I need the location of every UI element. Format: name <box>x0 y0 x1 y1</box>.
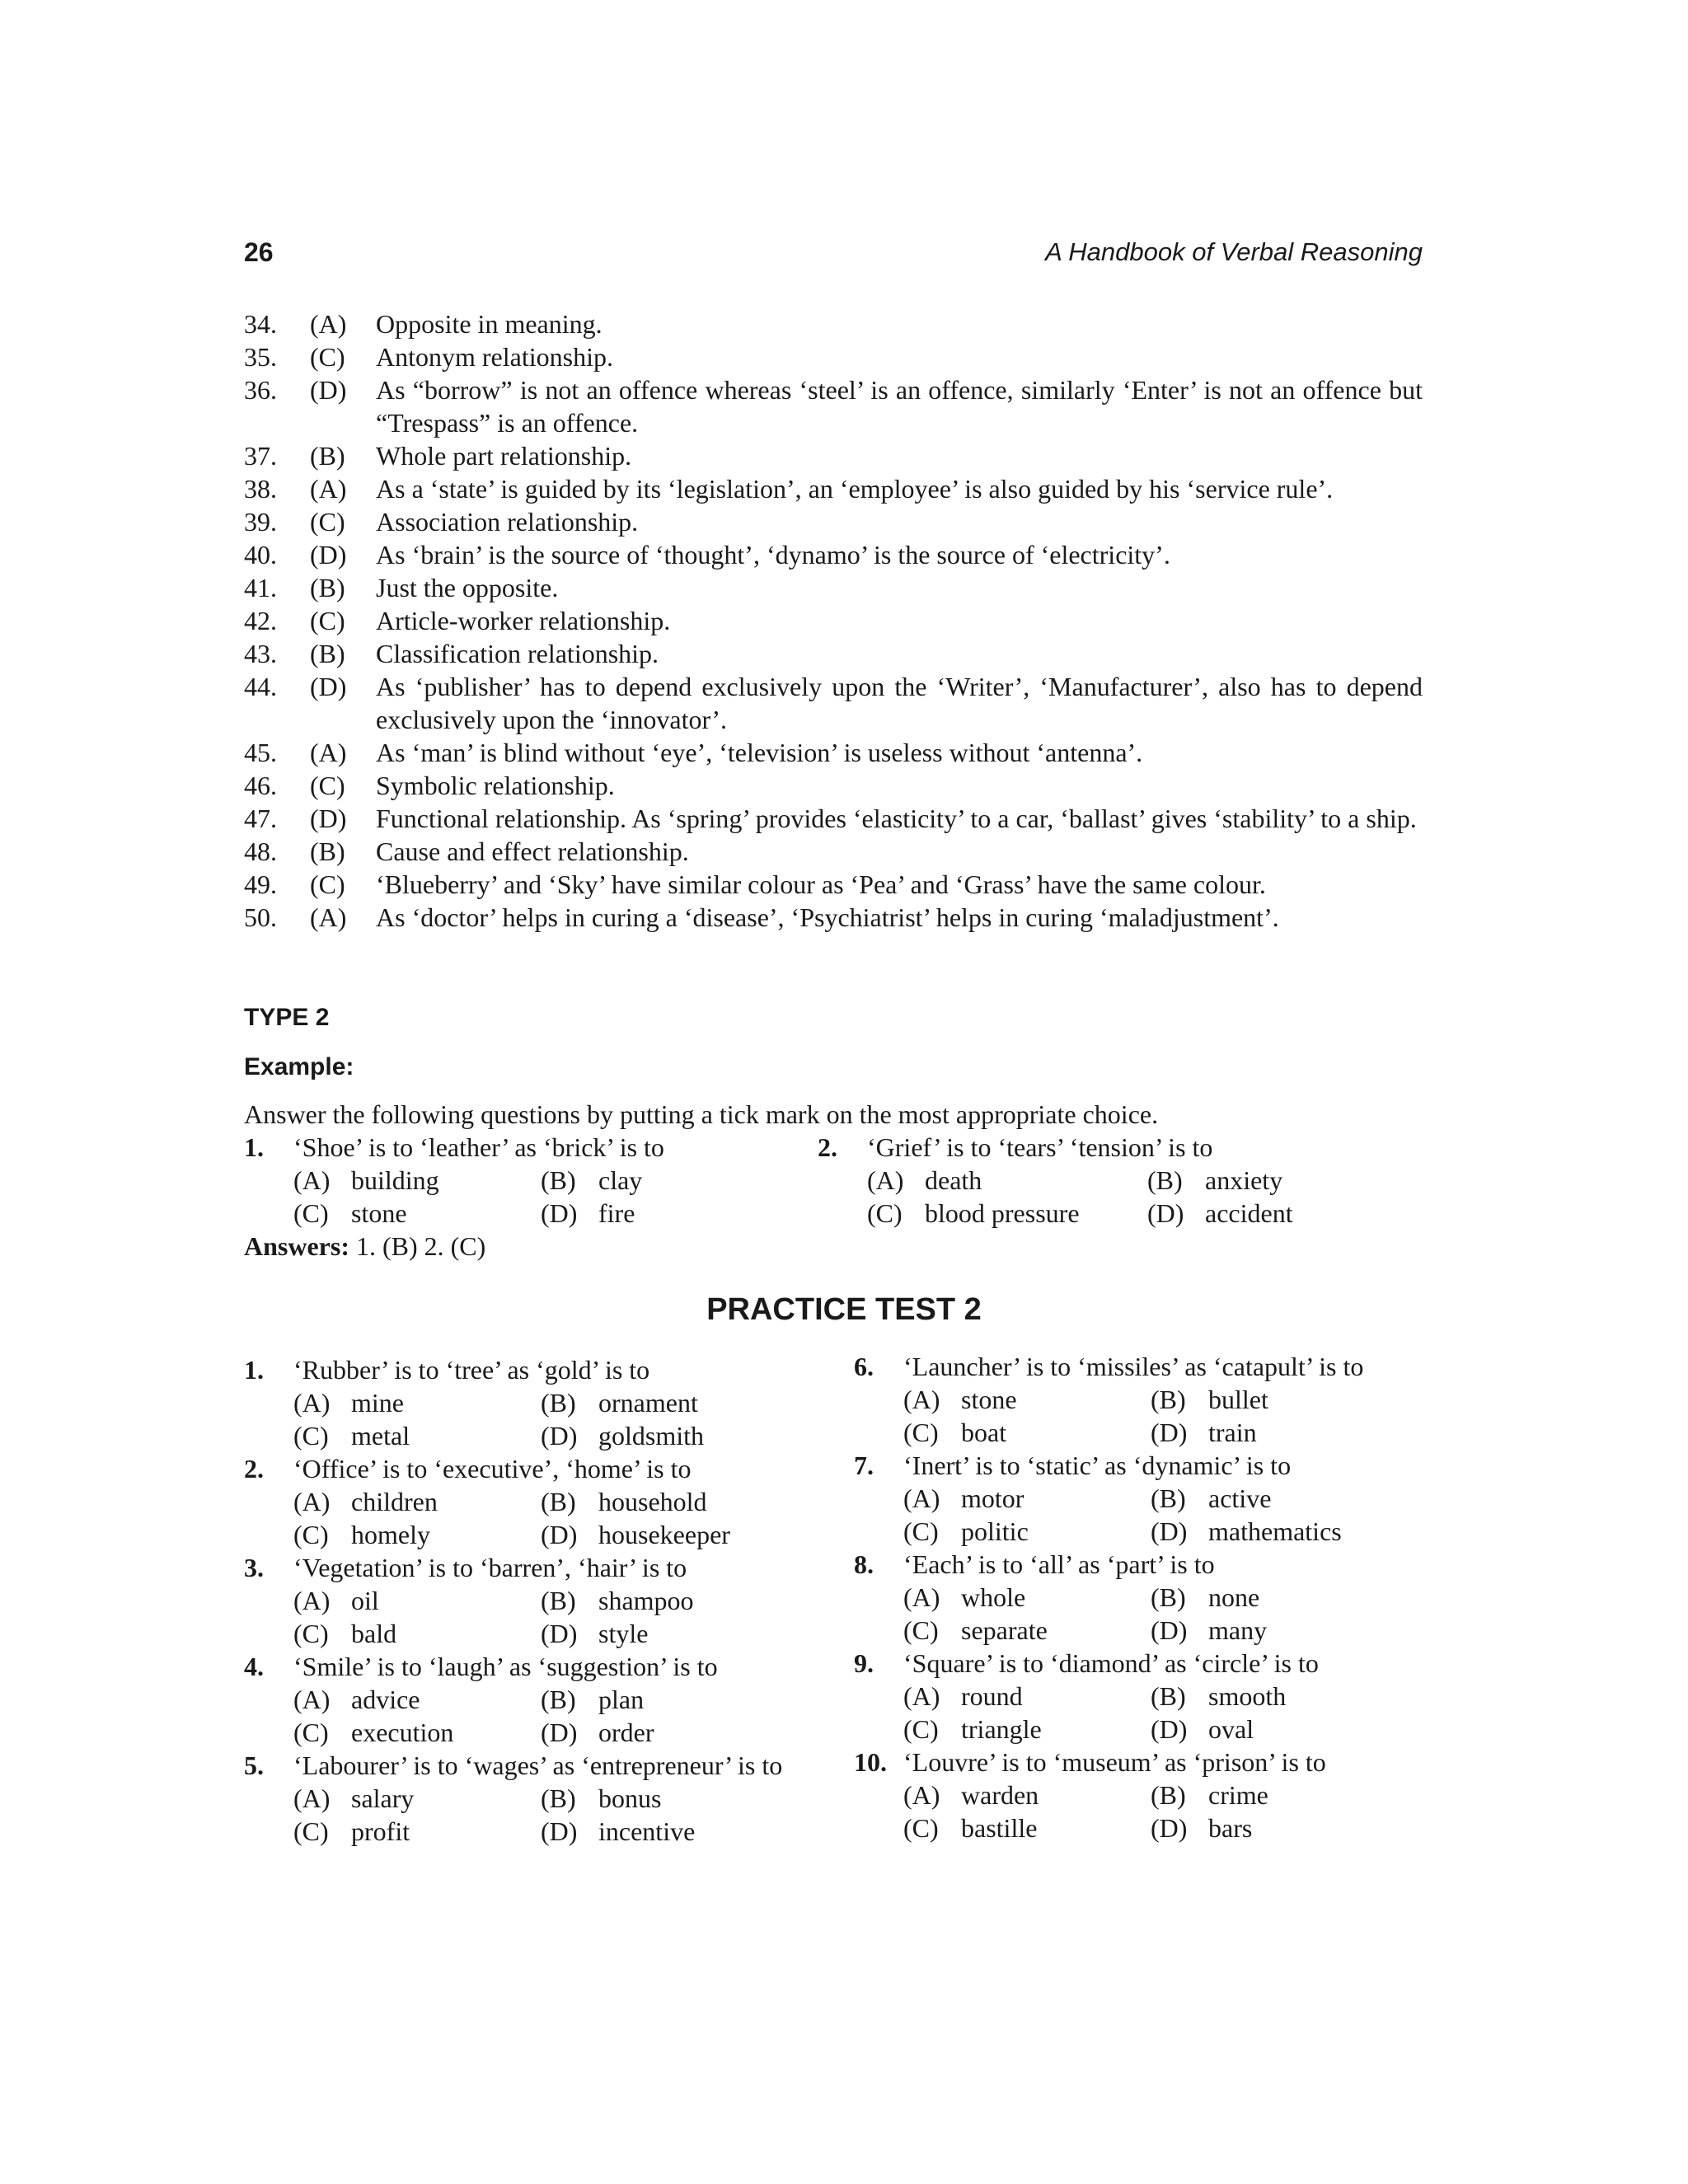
option-letter: (B) <box>1151 1780 1186 1810</box>
answer-explanation: Opposite in meaning. <box>376 309 603 339</box>
option-letter: (B) <box>1147 1165 1183 1195</box>
question-number: 9. <box>854 1648 874 1678</box>
question-options <box>293 1584 804 1650</box>
answer-item <box>244 571 1423 604</box>
option-text: oil <box>351 1586 379 1615</box>
practice-question <box>244 1650 804 1749</box>
answer-item <box>244 769 1423 802</box>
answer-option[interactable] <box>903 1383 1151 1416</box>
option-letter: (B) <box>541 1165 576 1195</box>
answer-item <box>244 637 1423 670</box>
answer-letter: (B) <box>310 573 345 602</box>
option-letter: (A) <box>293 1388 331 1418</box>
answer-number: 47. <box>244 804 277 833</box>
answer-option[interactable] <box>541 1716 804 1749</box>
question-number: 7. <box>854 1451 874 1480</box>
option-text: ornament <box>598 1388 698 1418</box>
option-letter: (B) <box>1151 1582 1186 1612</box>
answer-option[interactable] <box>903 1779 1151 1811</box>
answer-explanation: Article-worker relationship. <box>376 606 671 635</box>
answer-item <box>244 901 1423 934</box>
question-text: ‘Rubber’ is to ‘tree’ as ‘gold’ is to <box>293 1355 650 1385</box>
answer-explanation: Association relationship. <box>376 507 639 537</box>
answer-option[interactable] <box>293 1716 541 1749</box>
answer-explanation: Symbolic relationship. <box>376 771 615 800</box>
answer-option[interactable] <box>1151 1811 1414 1844</box>
answer-number: 34. <box>244 309 277 339</box>
answer-number: 37. <box>244 441 277 471</box>
answer-item <box>244 868 1423 901</box>
answer-option[interactable] <box>293 1815 541 1848</box>
answer-option[interactable] <box>541 1197 788 1230</box>
answer-explanation: Whole part relationship. <box>376 441 632 471</box>
option-letter: (C) <box>903 1516 939 1546</box>
option-text: train <box>1208 1418 1257 1447</box>
example-instruction: Answer the following questions by putting a tick mark on the most appropriate choice. <box>244 1099 1159 1129</box>
option-letter: (A) <box>293 1165 331 1195</box>
answer-item <box>244 472 1423 505</box>
question-number: 1. <box>244 1132 264 1162</box>
option-letter: (C) <box>293 1198 329 1228</box>
answer-item <box>244 835 1423 868</box>
option-letter: (D) <box>541 1520 578 1549</box>
option-letter: (C) <box>293 1421 329 1451</box>
example-question-1 <box>244 1131 788 1230</box>
option-text: many <box>1208 1615 1268 1645</box>
answer-item <box>244 538 1423 571</box>
option-letter: (C) <box>903 1418 939 1447</box>
option-letter: (B) <box>541 1783 576 1813</box>
answer-option[interactable] <box>903 1515 1151 1548</box>
option-text: execution <box>351 1718 454 1747</box>
question-options <box>293 1683 804 1749</box>
answer-option[interactable] <box>541 1518 804 1551</box>
answer-option[interactable] <box>1151 1779 1414 1811</box>
book-title: A Handbook of Verbal Reasoning <box>1045 237 1423 266</box>
question-number: 8. <box>854 1549 874 1579</box>
answers-label: Answers: <box>244 1231 349 1261</box>
option-letter: (C) <box>867 1198 903 1228</box>
option-text: metal <box>351 1421 410 1451</box>
answer-letter: (D) <box>310 375 347 405</box>
question-text: ‘Square’ is to ‘diamond’ as ‘circle’ is to <box>903 1648 1319 1678</box>
practice-question <box>854 1548 1414 1647</box>
answer-option[interactable] <box>867 1197 1147 1230</box>
option-text: round <box>961 1681 1023 1711</box>
answer-number: 40. <box>244 540 277 569</box>
answer-explanation: Just the opposite. <box>376 573 559 602</box>
answer-item <box>244 505 1423 538</box>
practice-question <box>854 1449 1414 1548</box>
practice-test-left-column <box>244 1353 804 1848</box>
option-letter: (C) <box>293 1619 329 1648</box>
answer-explanation: As “borrow” is not an offence whereas ‘steel’ is an offence, similarly ‘Enter’ is not an offence but “Trespass” is an offence. <box>376 375 1423 438</box>
option-letter: (C) <box>903 1813 939 1843</box>
option-letter: (C) <box>293 1816 329 1846</box>
answer-explanation: As ‘brain’ is the source of ‘thought’, ‘dynamo’ is the source of ‘electricity’. <box>376 540 1170 569</box>
answer-option[interactable] <box>293 1617 541 1650</box>
question-text: ‘Shoe’ is to ‘leather’ as ‘brick’ is to <box>293 1132 664 1162</box>
practice-question <box>244 1749 804 1848</box>
option-letter: (A) <box>903 1780 940 1810</box>
option-letter: (D) <box>541 1619 578 1648</box>
answer-item <box>244 802 1423 835</box>
option-text: plan <box>598 1685 645 1714</box>
question-number: 3. <box>244 1553 264 1582</box>
answer-letter: (A) <box>310 902 347 932</box>
answer-explanation: Cause and effect relationship. <box>376 837 689 866</box>
practice-question <box>244 1353 804 1452</box>
answer-number: 45. <box>244 738 277 767</box>
question-text: ‘Grief’ is to ‘tears’ ‘tension’ is to <box>867 1132 1213 1162</box>
option-text: triangle <box>961 1714 1042 1744</box>
answer-letter: (A) <box>310 474 347 504</box>
answer-explanation: Functional relationship. As ‘spring’ provides ‘elasticity’ to a car, ‘ballast’ gives ‘stability’ to a ship. <box>376 804 1417 833</box>
answer-number: 49. <box>244 869 277 899</box>
answer-option[interactable] <box>293 1782 541 1815</box>
answer-option[interactable] <box>1151 1713 1414 1746</box>
answer-option[interactable] <box>1151 1614 1414 1647</box>
answer-explanation: As ‘man’ is blind without ‘eye’, ‘television’ is useless without ‘antenna’. <box>376 738 1143 767</box>
practice-question <box>854 1647 1414 1746</box>
option-letter: (B) <box>1151 1681 1186 1711</box>
option-letter: (D) <box>1147 1198 1184 1228</box>
answer-number: 48. <box>244 837 277 866</box>
answer-explanation: As ‘publisher’ has to depend exclusively upon the ‘Writer’, ‘Manufacturer’, also has to depend exclusively upon the ‘innovator’. <box>376 672 1423 734</box>
answer-item <box>244 439 1423 472</box>
option-text: smooth <box>1208 1681 1287 1711</box>
option-letter: (D) <box>541 1421 578 1451</box>
option-letter: (B) <box>1151 1385 1186 1414</box>
answer-explanation: As ‘doctor’ helps in curing a ‘disease’, ‘Psychiatrist’ helps in curing ‘maladjustment’. <box>376 902 1279 932</box>
answer-option[interactable] <box>293 1419 541 1452</box>
question-text: ‘Vegetation’ is to ‘barren’, ‘hair’ is to <box>293 1553 687 1582</box>
option-letter: (D) <box>1151 1714 1188 1744</box>
option-letter: (A) <box>293 1487 331 1516</box>
option-text: separate <box>961 1615 1048 1645</box>
answer-option[interactable] <box>903 1581 1151 1614</box>
answer-explanation: Antonym relationship. <box>376 342 613 372</box>
answer-item <box>244 604 1423 637</box>
answer-option[interactable] <box>293 1584 541 1617</box>
answer-option[interactable] <box>541 1386 804 1419</box>
answer-option[interactable] <box>541 1782 804 1815</box>
answer-letter: (D) <box>310 672 347 701</box>
answer-option[interactable] <box>293 1386 541 1419</box>
question-options <box>903 1482 1414 1548</box>
option-letter: (D) <box>1151 1516 1188 1546</box>
option-text: blood pressure <box>925 1198 1080 1228</box>
question-options <box>293 1164 788 1230</box>
option-text: stone <box>961 1385 1017 1414</box>
option-text: advice <box>351 1685 420 1714</box>
question-text: ‘Launcher’ is to ‘missiles’ as ‘catapult’ is to <box>903 1352 1364 1381</box>
option-text: none <box>1208 1582 1260 1612</box>
answer-letter: (A) <box>310 309 347 339</box>
answer-letter: (C) <box>310 342 345 372</box>
option-text: bullet <box>1208 1385 1268 1414</box>
answer-number: 50. <box>244 902 277 932</box>
option-text: profit <box>351 1816 410 1846</box>
option-text: mathematics <box>1208 1516 1342 1546</box>
question-number: 5. <box>244 1750 264 1780</box>
practice-question <box>854 1350 1414 1449</box>
answer-number: 43. <box>244 639 277 668</box>
answer-option[interactable] <box>293 1485 541 1518</box>
option-letter: (B) <box>541 1487 576 1516</box>
question-text: ‘Inert’ is to ‘static’ as ‘dynamic’ is to <box>903 1451 1292 1480</box>
option-text: politic <box>961 1516 1029 1546</box>
option-letter: (A) <box>293 1685 331 1714</box>
answer-explanation: Classification relationship. <box>376 639 659 668</box>
option-text: bars <box>1208 1813 1253 1843</box>
option-text: salary <box>351 1783 415 1813</box>
option-text: whole <box>961 1582 1026 1612</box>
answer-option[interactable] <box>1147 1197 1428 1230</box>
option-text: fire <box>598 1198 635 1228</box>
question-options <box>867 1164 1428 1230</box>
answer-number: 44. <box>244 672 277 701</box>
answer-explanation: ‘Blueberry’ and ‘Sky’ have similar colour as ‘Pea’ and ‘Grass’ have the same colour. <box>376 869 1266 899</box>
answer-option[interactable] <box>1151 1581 1414 1614</box>
answer-item <box>244 670 1423 736</box>
answer-letter: (B) <box>310 837 345 866</box>
answer-option[interactable] <box>541 1584 804 1617</box>
question-text: ‘Louvre’ is to ‘museum’ as ‘prison’ is to <box>903 1747 1326 1777</box>
option-text: incentive <box>598 1816 696 1846</box>
option-letter: (A) <box>867 1165 904 1195</box>
answer-item <box>244 307 1423 340</box>
option-text: bald <box>351 1619 397 1648</box>
answer-letter: (C) <box>310 771 345 800</box>
option-text: order <box>598 1718 654 1747</box>
example-question-2 <box>818 1131 1428 1230</box>
answer-option[interactable] <box>1151 1416 1414 1449</box>
question-text: ‘Labourer’ is to ‘wages’ as ‘entrepreneur’ is to <box>293 1750 783 1780</box>
question-number: 1. <box>244 1355 264 1385</box>
question-number: 10. <box>854 1747 887 1777</box>
type-heading: TYPE 2 <box>244 1004 330 1031</box>
page-number: 26 <box>244 237 274 267</box>
answer-explanations <box>244 307 1423 934</box>
option-text: style <box>598 1619 649 1648</box>
option-text: mine <box>351 1388 404 1418</box>
page-header <box>244 237 1423 279</box>
answer-letter: (C) <box>310 507 345 537</box>
option-text: shampoo <box>598 1586 694 1615</box>
answer-number: 39. <box>244 507 277 537</box>
answer-option[interactable] <box>541 1485 804 1518</box>
option-text: housekeeper <box>598 1520 730 1549</box>
answer-number: 35. <box>244 342 277 372</box>
answer-option[interactable] <box>867 1164 1147 1197</box>
answer-letter: (B) <box>310 441 345 471</box>
option-text: bonus <box>598 1783 662 1813</box>
option-letter: (D) <box>1151 1813 1188 1843</box>
answer-option[interactable] <box>903 1680 1151 1713</box>
option-text: death <box>925 1165 982 1195</box>
answer-number: 46. <box>244 771 277 800</box>
answer-item <box>244 736 1423 769</box>
option-text: building <box>351 1165 439 1195</box>
question-text: ‘Office’ is to ‘executive’, ‘home’ is to <box>293 1454 692 1483</box>
option-text: accident <box>1205 1198 1293 1228</box>
question-number: 2. <box>244 1454 264 1483</box>
answer-number: 41. <box>244 573 277 602</box>
answer-option[interactable] <box>1151 1482 1414 1515</box>
question-options <box>293 1386 804 1452</box>
question-options <box>903 1680 1414 1746</box>
answer-option[interactable] <box>903 1482 1151 1515</box>
practice-question <box>244 1551 804 1650</box>
option-letter: (C) <box>903 1615 939 1645</box>
option-letter: (D) <box>541 1198 578 1228</box>
answer-option[interactable] <box>1151 1515 1414 1548</box>
question-options <box>293 1485 804 1551</box>
answer-number: 38. <box>244 474 277 504</box>
question-options <box>903 1779 1414 1844</box>
example-heading: Example: <box>244 1053 354 1080</box>
option-letter: (A) <box>293 1586 331 1615</box>
option-text: homely <box>351 1520 430 1549</box>
answer-option[interactable] <box>903 1416 1151 1449</box>
option-text: motor <box>961 1483 1025 1513</box>
option-letter: (D) <box>1151 1615 1188 1645</box>
option-letter: (C) <box>903 1714 939 1744</box>
answer-letter: (C) <box>310 869 345 899</box>
option-letter: (B) <box>541 1685 576 1714</box>
example-answers <box>244 1230 485 1263</box>
option-text: goldsmith <box>598 1421 705 1451</box>
answer-number: 36. <box>244 375 277 405</box>
answer-option[interactable] <box>293 1518 541 1551</box>
answer-option[interactable] <box>293 1197 541 1230</box>
answer-option[interactable] <box>541 1683 804 1716</box>
practice-question <box>854 1746 1414 1844</box>
answer-letter: (D) <box>310 804 347 833</box>
option-text: household <box>598 1487 707 1516</box>
answer-option[interactable] <box>903 1713 1151 1746</box>
answer-number: 42. <box>244 606 277 635</box>
option-letter: (B) <box>541 1388 576 1418</box>
question-options <box>903 1581 1414 1647</box>
answer-letter: (A) <box>310 738 347 767</box>
option-text: anxiety <box>1205 1165 1283 1195</box>
question-text: ‘Smile’ is to ‘laugh’ as ‘suggestion’ is to <box>293 1652 718 1681</box>
answer-option[interactable] <box>903 1614 1151 1647</box>
option-letter: (A) <box>903 1681 940 1711</box>
option-letter: (A) <box>903 1582 940 1612</box>
option-letter: (D) <box>1151 1418 1188 1447</box>
answers-value: 1. (B) 2. (C) <box>355 1231 486 1261</box>
answer-option[interactable] <box>293 1164 541 1197</box>
answer-option[interactable] <box>541 1617 804 1650</box>
question-options <box>293 1782 804 1848</box>
option-letter: (B) <box>1151 1483 1186 1513</box>
answer-option[interactable] <box>1147 1164 1428 1197</box>
question-options <box>903 1383 1414 1449</box>
answer-option[interactable] <box>293 1683 541 1716</box>
practice-test-right-column <box>854 1350 1414 1844</box>
option-letter: (A) <box>903 1385 940 1414</box>
answer-option[interactable] <box>1151 1680 1414 1713</box>
option-text: clay <box>598 1165 643 1195</box>
answer-option[interactable] <box>541 1164 788 1197</box>
answer-option[interactable] <box>903 1811 1151 1844</box>
practice-test-title: PRACTICE TEST 2 <box>706 1292 982 1327</box>
practice-question <box>244 1452 804 1551</box>
option-letter: (C) <box>293 1718 329 1747</box>
answer-letter: (C) <box>310 606 345 635</box>
question-number: 6. <box>854 1352 874 1381</box>
answer-explanation: As a ‘state’ is guided by its ‘legislation’, an ‘employee’ is also guided by his ‘service rule’. <box>376 474 1334 504</box>
option-text: active <box>1208 1483 1272 1513</box>
answer-letter: (D) <box>310 540 347 569</box>
answer-item <box>244 373 1423 439</box>
option-letter: (A) <box>903 1483 940 1513</box>
option-text: warden <box>961 1780 1039 1810</box>
answer-option[interactable] <box>1151 1383 1414 1416</box>
option-text: stone <box>351 1198 407 1228</box>
option-text: children <box>351 1487 438 1516</box>
option-letter: (B) <box>541 1586 576 1615</box>
question-number: 4. <box>244 1652 264 1681</box>
option-letter: (C) <box>293 1520 329 1549</box>
option-letter: (D) <box>541 1816 578 1846</box>
option-letter: (A) <box>293 1783 331 1813</box>
question-text: ‘Each’ is to ‘all’ as ‘part’ is to <box>903 1549 1215 1579</box>
option-letter: (D) <box>541 1718 578 1747</box>
answer-letter: (B) <box>310 639 345 668</box>
option-text: bastille <box>961 1813 1038 1843</box>
option-text: oval <box>1208 1714 1254 1744</box>
option-text: boat <box>961 1418 1007 1447</box>
answer-option[interactable] <box>541 1815 804 1848</box>
answer-option[interactable] <box>541 1419 804 1452</box>
question-number: 2. <box>818 1132 837 1162</box>
option-text: crime <box>1208 1780 1268 1810</box>
answer-item <box>244 340 1423 373</box>
